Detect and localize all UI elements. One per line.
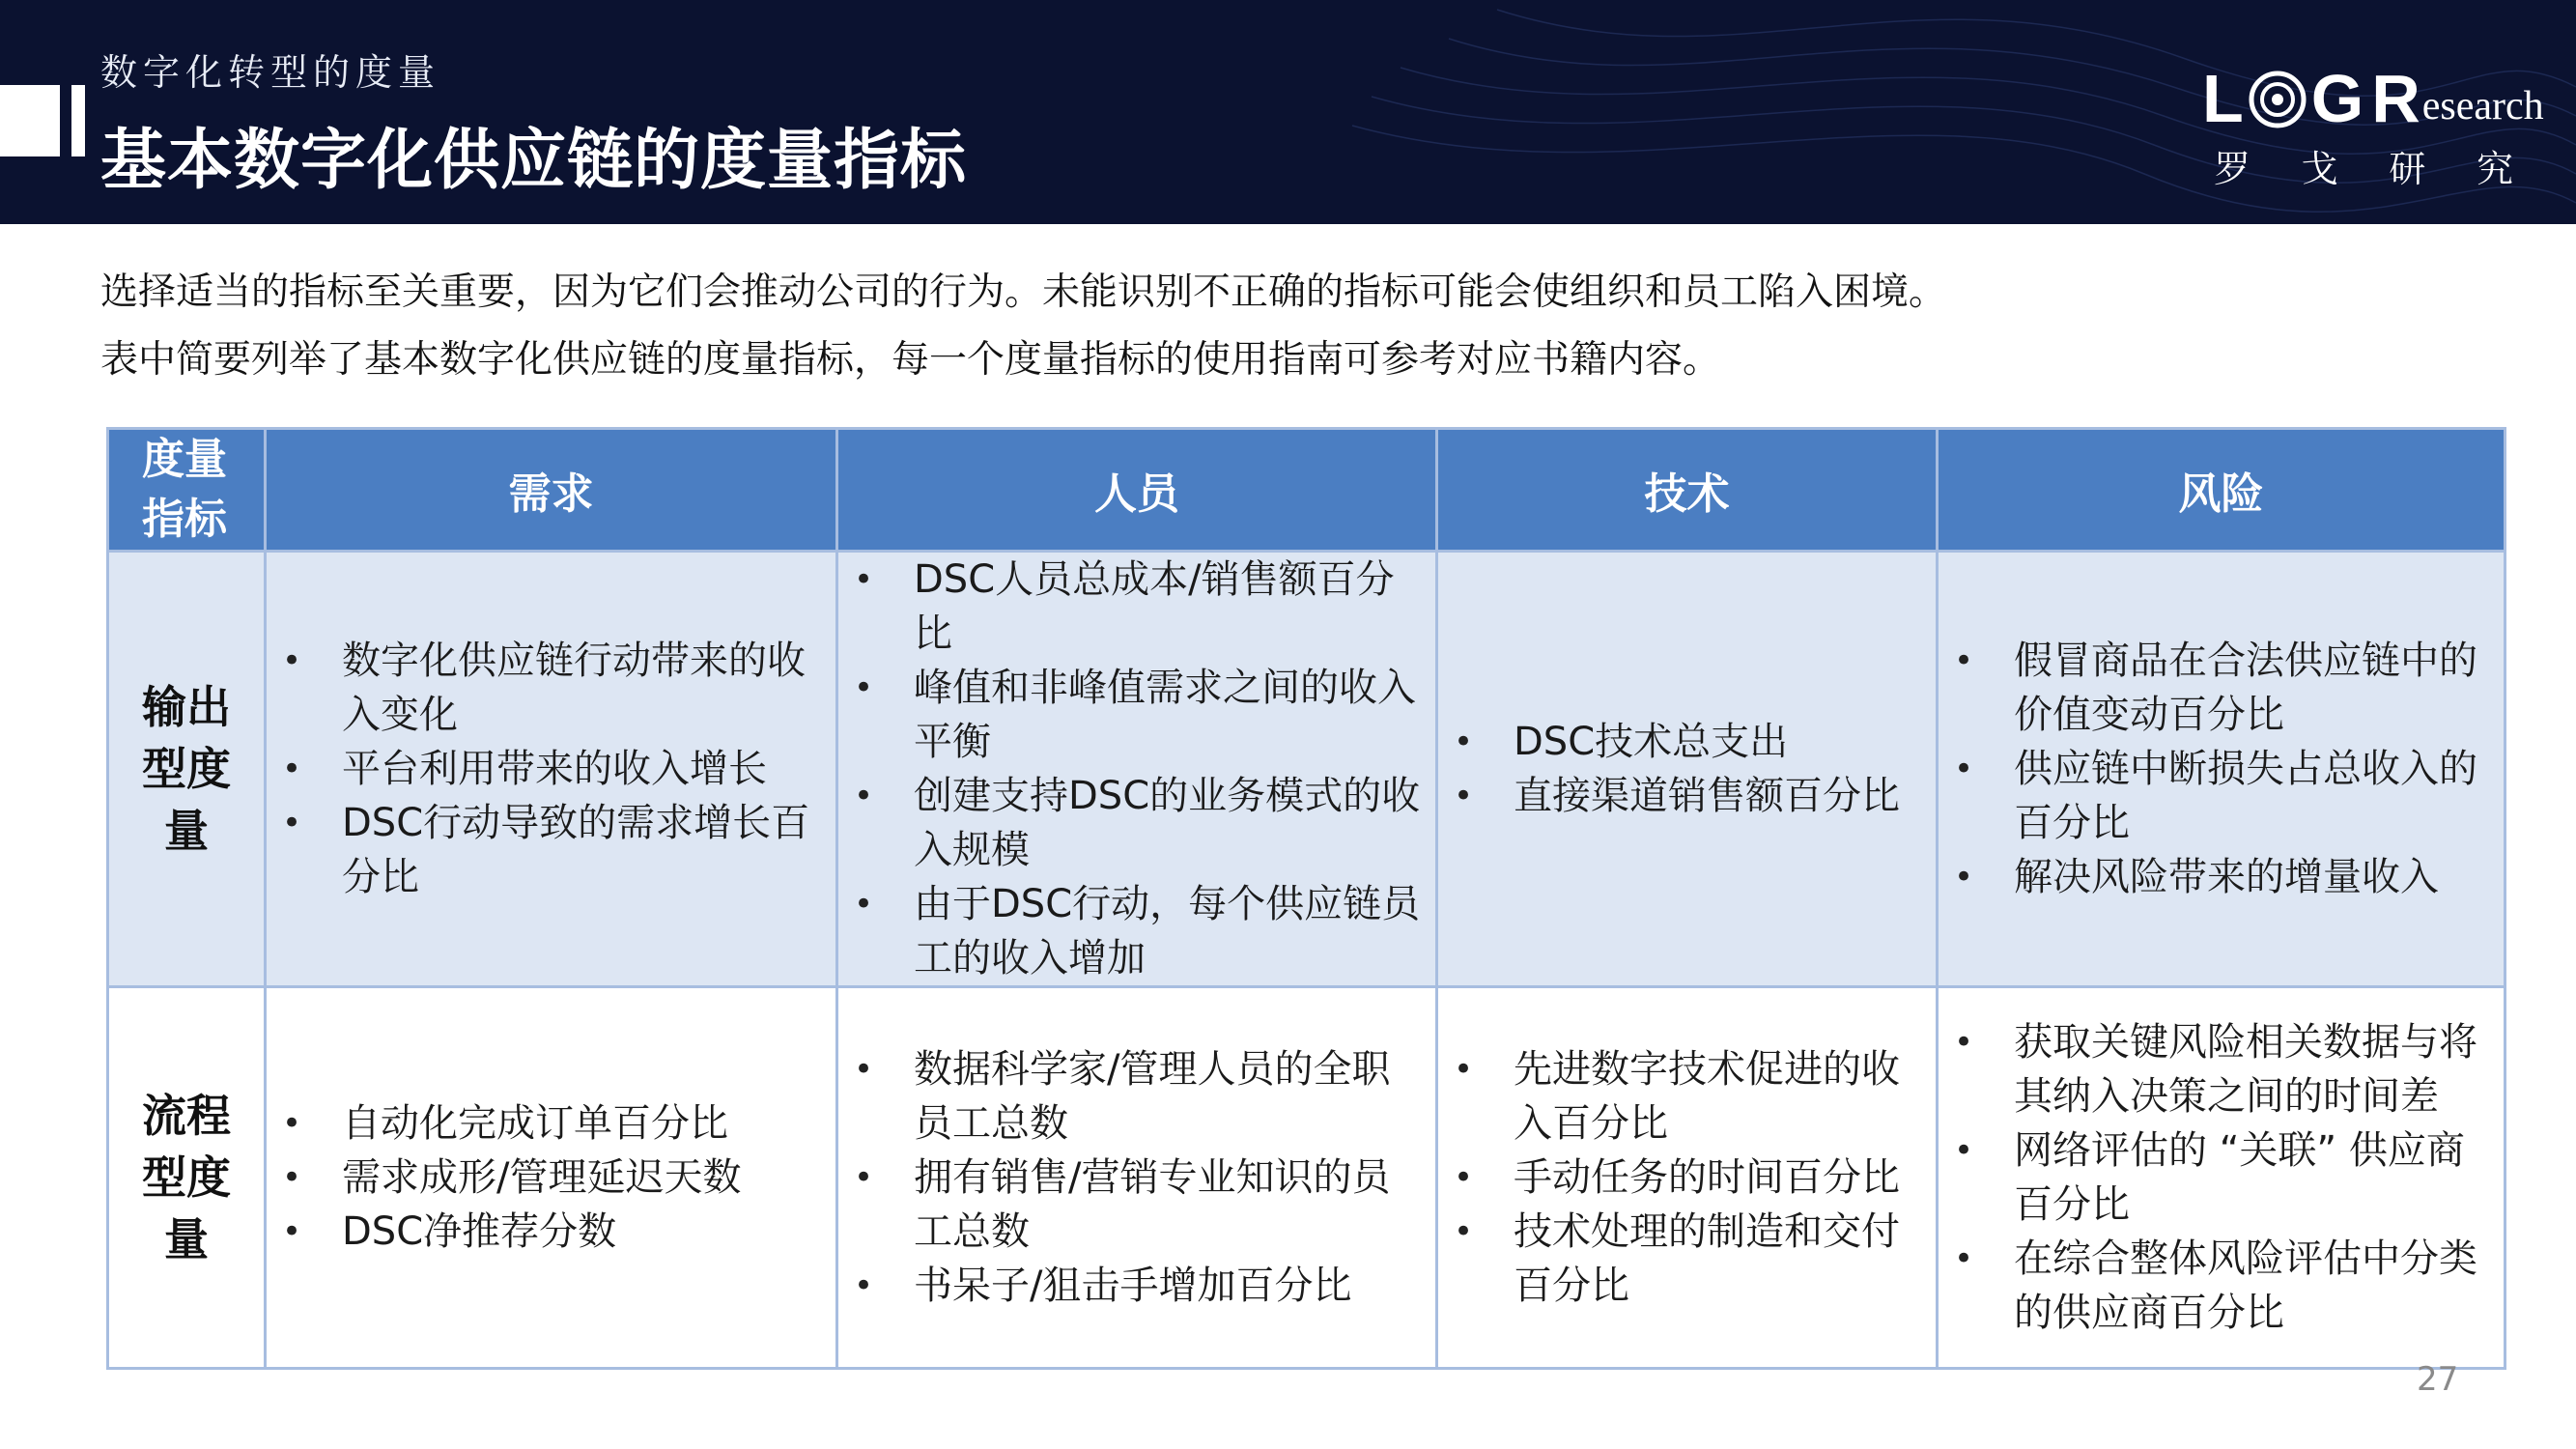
list-item-text: DSC净推荐分数 [342, 1209, 617, 1254]
list-item-text: 手动任务的时间百分比 [1514, 1155, 1900, 1200]
list-item-text: 技术处理的制造和交付百分比 [1514, 1209, 1900, 1308]
bullet-icon: • [1954, 858, 1974, 896]
bullet-icon: • [282, 1212, 302, 1251]
list-item [267, 742, 822, 796]
bullet-list [267, 1096, 822, 1259]
list-item-text: 拥有销售/营销专业知识的员工总数 [914, 1155, 1391, 1254]
list-item-text: 数据科学家/管理人员的全职员工总数 [914, 1047, 1391, 1146]
bullet-icon: • [282, 750, 302, 788]
row-header-line: 流程 [142, 1090, 231, 1142]
list-item [1939, 1232, 2490, 1340]
list-item-text: 解决风险带来的增量收入 [2014, 855, 2439, 899]
intro-line: 选择适当的指标至关重要，因为它们会推动公司的行为。未能识别不正确的指标可能会使组织和员工陷入困境。 [100, 270, 1947, 314]
bullet-list [838, 1042, 1422, 1313]
list-item-text: 网络评估的 “关联” 供应商百分比 [2014, 1128, 2465, 1227]
bullet-icon: • [854, 1158, 874, 1197]
metrics-table [106, 427, 2506, 1370]
bullet-list [267, 634, 822, 904]
list-item [1939, 1123, 2490, 1232]
row-header-line: 量 [164, 1213, 209, 1265]
logo-research-text: esearch [2421, 84, 2544, 128]
list-item [838, 1151, 1422, 1259]
cell-process-demand [266, 987, 837, 1369]
list-item [838, 1042, 1422, 1151]
list-item [1939, 742, 2490, 850]
list-item [1438, 1205, 1922, 1313]
bullet-icon: • [282, 804, 302, 842]
list-item [1939, 634, 2490, 742]
column-header-people: 人员 [837, 429, 1437, 552]
bullet-icon: • [282, 1158, 302, 1197]
list-item-text: 需求成形/管理延迟天数 [342, 1155, 742, 1200]
section-subtitle: 数字化转型的度量 [100, 51, 441, 94]
bullet-icon: • [1454, 1158, 1474, 1197]
accent-block [0, 85, 60, 156]
cell-output-demand [266, 552, 837, 987]
list-item [267, 1205, 822, 1259]
page-title: 基本数字化供应链的度量指标 [100, 123, 968, 199]
row-header-line: 型度 [142, 1151, 231, 1204]
column-header-risk: 风险 [1938, 429, 2505, 552]
list-item [1939, 850, 2490, 904]
bullet-icon: • [1454, 1050, 1474, 1089]
bullet-icon: • [1954, 750, 1974, 788]
row-header-line: 输出 [142, 681, 231, 733]
bullet-list [1939, 1015, 2490, 1340]
bullet-icon: • [1954, 1131, 1974, 1170]
row-header-process [108, 987, 266, 1369]
bullet-list [1438, 715, 1922, 823]
bullet-icon: • [1954, 1239, 1974, 1278]
list-item [838, 1259, 1422, 1313]
bullet-list [838, 553, 1422, 985]
slide-header [0, 0, 2576, 224]
list-item [838, 769, 1422, 877]
accent-bar [71, 85, 85, 156]
list-item [1438, 715, 1922, 769]
list-item [267, 1151, 822, 1205]
column-header-technology: 技术 [1437, 429, 1938, 552]
list-item-text: 峰值和非峰值需求之间的收入平衡 [914, 666, 1416, 764]
intro-text [100, 259, 2467, 394]
list-item-text: 直接渠道销售额百分比 [1514, 774, 1900, 818]
bullet-list [1939, 634, 2490, 904]
corner-header-line: 指标 [142, 495, 227, 544]
row-header-line: 量 [164, 805, 209, 857]
table-header-row [108, 429, 2505, 552]
logo-cn-char: 研 [2389, 148, 2426, 190]
bullet-icon: • [282, 641, 302, 680]
cell-output-risk [1938, 552, 2505, 987]
list-item-text: 获取关键风险相关数据与将其纳入决策之间的时间差 [2014, 1020, 2477, 1119]
bullet-icon: • [854, 560, 874, 599]
row-header-output [108, 552, 266, 987]
bullet-list [1438, 1042, 1922, 1313]
list-item-text: 平台利用带来的收入增长 [342, 747, 767, 791]
logo-letter-l: L [2202, 61, 2244, 136]
bullet-icon: • [854, 1050, 874, 1089]
list-item-text: DSC行动导致的需求增长百分比 [342, 801, 810, 899]
list-item-text: DSC人员总成本/销售额百分比 [914, 557, 1395, 656]
list-item [267, 634, 822, 742]
list-item-text: 由于DSC行动，每个供应链员工的收入增加 [914, 882, 1421, 980]
bullet-icon: • [854, 885, 874, 923]
list-item-text: 先进数字技术促进的收入百分比 [1514, 1047, 1900, 1146]
bullet-icon: • [1954, 1023, 1974, 1062]
list-item [1939, 1015, 2490, 1123]
logo-cn-char: 戈 [2301, 148, 2338, 190]
bullet-icon: • [854, 1266, 874, 1305]
list-item [267, 1096, 822, 1151]
list-item-text: 假冒商品在合法供应链中的价值变动百分比 [2014, 639, 2477, 737]
bullet-icon: • [1954, 641, 1974, 680]
list-item-text: 供应链中断损失占总收入的百分比 [2014, 747, 2477, 845]
bullet-icon: • [854, 668, 874, 707]
bullet-icon: • [1454, 1212, 1474, 1251]
cell-process-people [837, 987, 1437, 1369]
logo-wordmark [2202, 60, 2544, 137]
table-row-process-metrics [108, 987, 2505, 1369]
column-header-demand: 需求 [266, 429, 837, 552]
list-item-text: 数字化供应链行动带来的收入变化 [342, 639, 806, 737]
list-item [1438, 1151, 1922, 1205]
logo-letter-r: R [2371, 61, 2420, 136]
bullet-icon: • [1454, 723, 1474, 761]
list-item-text: DSC技术总支出 [1514, 720, 1789, 764]
bullet-icon: • [1454, 777, 1474, 815]
bullet-icon: • [854, 777, 874, 815]
list-item [1438, 769, 1922, 823]
logo-cn-char: 罗 [2214, 148, 2251, 190]
page-number: 27 [2417, 1360, 2459, 1399]
target-ring-icon [2248, 70, 2307, 129]
cell-output-people [837, 552, 1437, 987]
list-item-text: 自动化完成订单百分比 [342, 1101, 728, 1146]
list-item-text: 创建支持DSC的业务模式的收入规模 [914, 774, 1421, 872]
list-item [267, 796, 822, 904]
table-row-output-metrics [108, 552, 2505, 987]
list-item [838, 877, 1422, 985]
corner-header [108, 429, 266, 552]
cell-output-technology [1437, 552, 1938, 987]
bullet-icon: • [282, 1104, 302, 1143]
cell-process-technology [1437, 987, 1938, 1369]
cell-process-risk [1938, 987, 2505, 1369]
logr-research-logo [2202, 60, 2544, 190]
logo-cn-char: 究 [2476, 148, 2513, 190]
logo-letter-g: G [2310, 61, 2364, 136]
list-item [838, 553, 1422, 661]
list-item [838, 661, 1422, 769]
intro-line: 表中简要列举了基本数字化供应链的度量指标，每一个度量指标的使用指南可参考对应书籍内容。 [100, 338, 1721, 382]
list-item-text: 书呆子/狙击手增加百分比 [914, 1264, 1352, 1308]
list-item [1438, 1042, 1922, 1151]
logo-chinese-name [2214, 139, 2513, 192]
corner-header-line: 度量 [142, 435, 227, 484]
row-header-line: 型度 [142, 743, 231, 795]
list-item-text: 在综合整体风险评估中分类的供应商百分比 [2014, 1236, 2477, 1335]
